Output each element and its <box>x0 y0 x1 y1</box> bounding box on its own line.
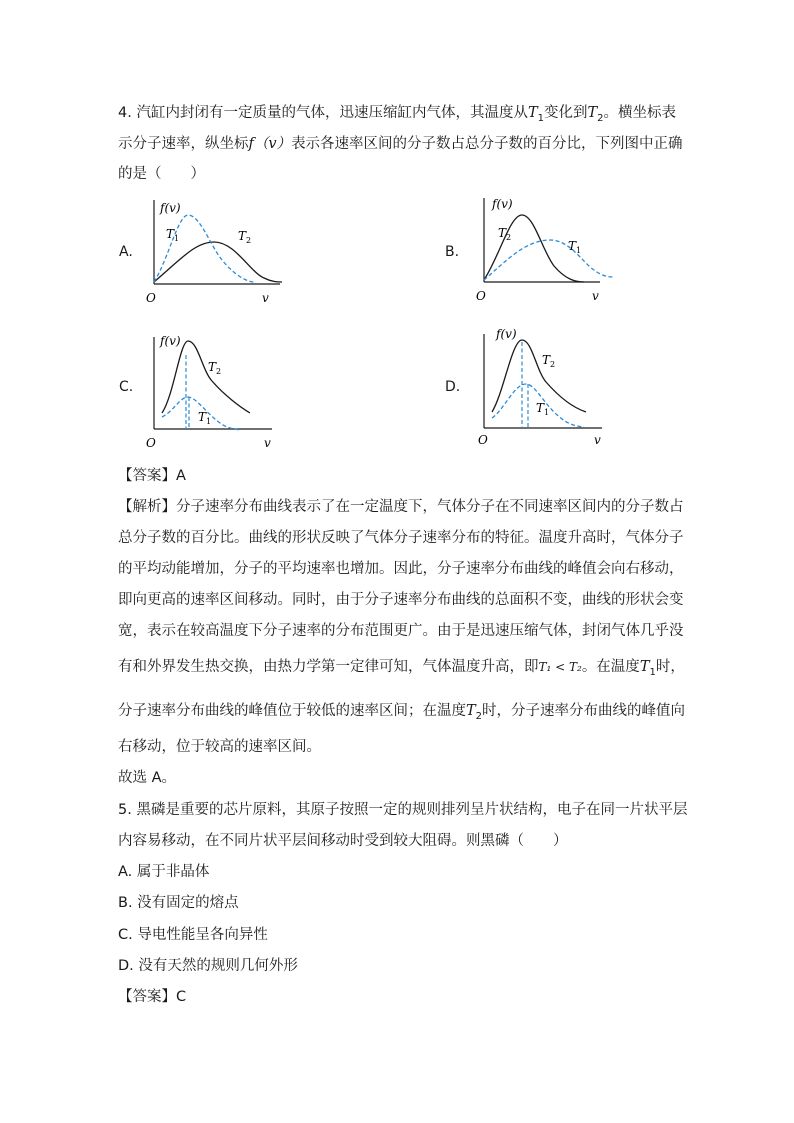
graph-c <box>140 325 300 450</box>
option-a-label: A. <box>119 244 133 260</box>
fv-label: f(v) <box>496 327 517 341</box>
q4-stem-line-1: 4. 汽缸内封闭有一定质量的气体，迅速压缩缸内气体，其温度从$T_1$变化到$T_2$。横坐标表 <box>118 105 677 124</box>
fv-label: f(v) <box>160 334 181 348</box>
v-label: v <box>262 291 269 305</box>
curve-t1-dashed <box>154 215 254 282</box>
q5-stem-line-1: 5. 黑磷是重要的芯片原料，其原子按照一定的规则排列呈片状结构，电子在同一片状平层 <box>118 802 688 818</box>
q5-answer: 【答案】C <box>118 989 187 1005</box>
q5-option-b: B. 没有固定的熔点 <box>118 895 239 911</box>
curve-t1-dashed <box>484 240 614 280</box>
option-b-label: B. <box>445 244 460 260</box>
q5-option-d: D. 没有天然的规则几何外形 <box>118 958 298 974</box>
q4-analysis-line-8: 右移动，位于较高的速率区间。 <box>118 739 321 755</box>
q4-analysis-line-5: 宽，表示在较高温度下分子速率的分布范围更广。由于是迅速压缩气体，封闭气体几乎没 <box>118 623 684 639</box>
origin-label: O <box>478 433 488 447</box>
t1-label: $T_1$ <box>536 401 550 417</box>
t2-label: $T_2$ <box>208 360 222 376</box>
curve-t2-solid <box>162 341 250 413</box>
q4-analysis-line-7: 分子速率分布曲线的峰值位于较低的速率区间；在温度$T_2$时，分子速率分布曲线的峰值向 <box>118 703 686 722</box>
graph-b <box>470 190 630 310</box>
t1-label: $T_1$ <box>568 239 582 255</box>
q4-analysis-line-2: 总分子数的百分比。曲线的形状反映了气体分子速率分布的特征。温度升高时，气体分子 <box>118 530 684 546</box>
curve-t2-solid <box>154 242 282 282</box>
option-d-label: D. <box>445 379 461 395</box>
q5-option-c: C. 导电性能呈各向异性 <box>118 927 268 943</box>
q5-stem-line-2: 内容易移动，在不同片状平层间移动时受到较大阻碍。则黑磷（ ） <box>118 833 568 849</box>
origin-label: O <box>476 289 486 303</box>
q4-analysis-line-3: 的平均动能增加，分子的平均速率也增加。因此，分子速率分布曲线的峰值会向右移动， <box>118 561 684 577</box>
graph-a <box>140 190 300 310</box>
v-label: v <box>592 289 599 303</box>
option-c-label: C. <box>119 379 134 395</box>
fv-label: f(v) <box>492 197 513 211</box>
v-label: v <box>264 436 271 450</box>
graph-d <box>470 320 630 450</box>
t2-label: $T_2$ <box>238 229 252 245</box>
q4-stem-line-3: 的是（ ） <box>118 166 205 182</box>
origin-label: O <box>146 436 156 450</box>
q4-analysis-line-4: 即向更高的速率区间移动。同时，由于分子速率分布曲线的总面积不变，曲线的形状会变 <box>118 592 684 608</box>
q4-stem-line-2: 示分子速率，纵坐标f（v）表示各速率区间的分子数占总分子数的百分比，下列图中正确 <box>118 136 683 152</box>
q4-answer: 【答案】A <box>118 468 186 484</box>
origin-label: O <box>146 291 156 305</box>
q4-conclusion: 故选 A。 <box>118 770 177 786</box>
q4-analysis-line-6: 有和外界发生热交换，由热力学第一定律可知，气体温度升高，即T₁ < T₂。在温度$T_1$时， <box>118 659 685 678</box>
q4-analysis-line-1: 【解析】分子速率分布曲线表示了在一定温度下，气体分子在不同速率区间内的分子数占 <box>118 499 684 515</box>
t2-label: $T_2$ <box>542 353 556 369</box>
t1-label: $T_1$ <box>198 410 212 426</box>
v-label: v <box>594 433 601 447</box>
t1-label: $T_1$ <box>166 227 180 243</box>
t2-label: $T_2$ <box>498 226 512 242</box>
q5-option-a: A. 属于非晶体 <box>118 864 210 880</box>
fv-label: f(v) <box>160 201 181 215</box>
